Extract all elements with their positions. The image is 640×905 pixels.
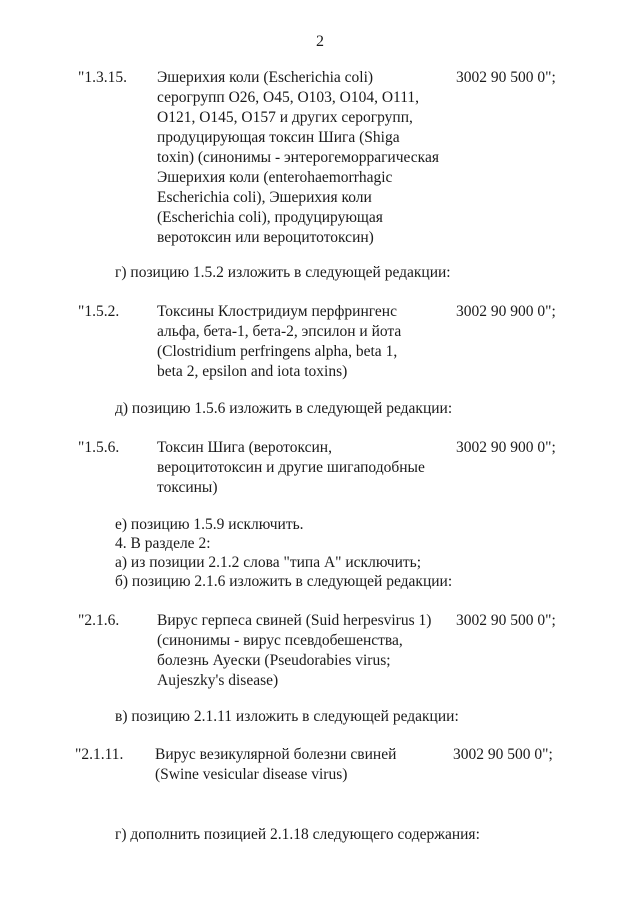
- description-line: toxin) (синонимы - энтерогеморрагическая: [157, 149, 439, 166]
- description-line: O121, O145, O157 и других серогрупп,: [157, 109, 413, 126]
- tn-ved-code: 3002 90 900 0";: [456, 439, 556, 456]
- description-line: токсины): [157, 479, 218, 496]
- instruction-line: а) из позиции 2.1.2 слова "типа А" исключить;: [115, 554, 422, 571]
- description-line: Токсины Клостридиум перфрингенс: [157, 303, 397, 320]
- description-line: Aujeszky's disease): [157, 672, 279, 689]
- description-line: Эшерихия коли (Escherichia coli): [157, 69, 374, 86]
- position-description: [157, 611, 453, 691]
- description-line: (Clostridium perfringens alpha, beta 1,: [157, 343, 398, 360]
- description-line: (Escherichia coli), продуцирующая: [157, 209, 383, 226]
- tn-ved-code: 3002 90 900 0";: [456, 303, 556, 320]
- position-code: "1.3.15.: [78, 69, 127, 86]
- description-line: продуцирующая токсин Шига (Shiga: [157, 129, 400, 146]
- position-code: "2.1.11.: [75, 746, 124, 763]
- tn-ved-code: 3002 90 500 0";: [453, 746, 553, 763]
- description-line: (синонимы - вирус псевдобешенства,: [157, 632, 403, 649]
- instruction-line: б) позицию 2.1.6 изложить в следующей редакции:: [115, 573, 453, 590]
- description-line: серогрупп O26, O45, O103, O104, O111,: [157, 89, 420, 106]
- tn-ved-code: 3002 90 500 0";: [456, 69, 556, 86]
- description-line: веротоксин или вероцитотоксин): [157, 229, 374, 246]
- instruction-line: 4. В разделе 2:: [115, 535, 211, 552]
- position-description: [155, 745, 451, 785]
- position-description: [157, 302, 453, 382]
- instruction-line: е) позицию 1.5.9 исключить.: [115, 516, 304, 533]
- page-number: 2: [316, 33, 324, 50]
- description-line: Вирус везикулярной болезни свиней: [155, 746, 397, 763]
- description-line: Токсин Шига (веротоксин,: [157, 439, 332, 456]
- position-description: [157, 438, 453, 498]
- description-line: Вирус герпеса свиней (Suid herpesvirus 1): [157, 612, 432, 629]
- description-line: болезнь Ауески (Pseudorabies virus;: [157, 652, 391, 669]
- instruction-line: в) позицию 2.1.11 изложить в следующей редакции:: [115, 708, 459, 725]
- position-code: "1.5.2.: [78, 303, 120, 320]
- description-line: альфа, бета-1, бета-2, эпсилон и йота: [157, 323, 402, 340]
- position-code: "2.1.6.: [78, 612, 120, 629]
- description-line: (Swine vesicular disease virus): [155, 766, 348, 783]
- instruction-line: г) дополнить позицией 2.1.18 следующего содержания:: [115, 826, 480, 843]
- position-description: [157, 68, 453, 248]
- position-code: "1.5.6.: [78, 439, 120, 456]
- description-line: вероцитотоксин и другие шигаподобные: [157, 459, 425, 476]
- description-line: Escherichia coli), Эшерихия коли: [157, 189, 372, 206]
- description-line: Эшерихия коли (enterohaemorrhagic: [157, 169, 393, 186]
- tn-ved-code: 3002 90 500 0";: [456, 612, 556, 629]
- description-line: beta 2, epsilon and iota toxins): [157, 363, 348, 380]
- instruction-line: д) позицию 1.5.6 изложить в следующей редакции:: [115, 400, 453, 417]
- instruction-line: г) позицию 1.5.2 изложить в следующей редакции:: [115, 264, 451, 281]
